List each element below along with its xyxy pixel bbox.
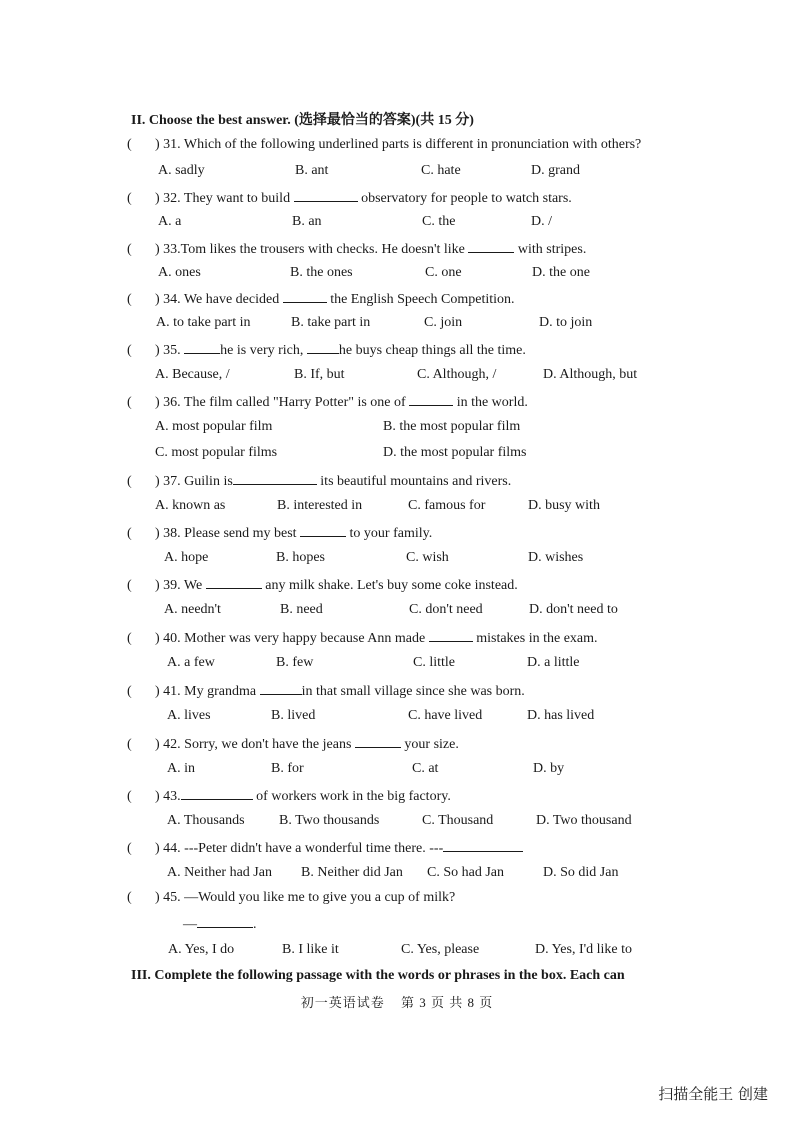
option-b: B. an <box>292 214 322 229</box>
option-a: A. sadly <box>158 163 205 178</box>
question-36: ( ) 36. The film called "Harry Potter" is one of in the world. <box>127 395 528 410</box>
question-43: ( ) 43. of workers work in the big factory. <box>127 789 451 804</box>
answer-blank <box>184 341 220 354</box>
answer-blank <box>355 735 401 748</box>
option-d: D. busy with <box>528 498 600 513</box>
option-b: B. the most popular film <box>383 419 521 434</box>
question-31: ( ) 31. Which of the following underlined parts is different in pronunciation with others? <box>127 137 642 152</box>
option-d: D. has lived <box>527 708 595 723</box>
option-a: A. to take part in <box>156 315 251 330</box>
answer-blank <box>429 629 473 642</box>
question-45: ( ) 45. —Would you like me to give you a cup of milk? <box>127 890 456 905</box>
option-a: A. lives <box>167 708 211 723</box>
question-40: ( ) 40. Mother was very happy because Ann made mistakes in the exam. <box>127 631 598 646</box>
exam-name: 初一英语试卷 <box>300 995 385 1010</box>
option-a: A. Neither had Jan <box>167 865 272 880</box>
option-a: A. ones <box>158 265 201 280</box>
option-d: D. by <box>533 761 565 776</box>
option-c: C. famous for <box>408 498 486 513</box>
option-b: B. ant <box>295 163 329 178</box>
section-2-title: II. Choose the best answer. (选择最恰当的答案)(共 15 分) <box>131 113 474 128</box>
option-c: C. most popular films <box>155 445 278 460</box>
section-3-title: III. Complete the following passage with the words or phrases in the box. Each can <box>131 968 625 983</box>
option-c: C. wish <box>406 550 449 565</box>
option-a: A. a <box>158 214 182 229</box>
question-38: ( ) 38. Please send my best to your family. <box>127 526 433 541</box>
option-b: B. the ones <box>290 265 353 280</box>
answer-blank <box>181 787 253 800</box>
option-c: C. at <box>412 761 439 776</box>
option-b: B. take part in <box>291 315 371 330</box>
option-a: A. needn't <box>164 602 221 617</box>
option-b: B. hopes <box>276 550 325 565</box>
answer-blank <box>443 839 523 852</box>
question-41: ( ) 41. My grandma in that small village since she was born. <box>127 684 525 699</box>
option-c: C. Although, / <box>417 367 497 382</box>
question-44: ( ) 44. ---Peter didn't have a wonderful time there. --- <box>127 839 523 857</box>
scanner-watermark: 扫描全能王 创建 <box>658 1085 768 1103</box>
option-a: A. Because, / <box>155 367 230 382</box>
option-a: A. hope <box>164 550 209 565</box>
question-39: ( ) 39. We any milk shake. Let's buy some coke instead. <box>127 578 518 593</box>
option-d: D. the most popular films <box>383 445 527 460</box>
option-c: C. have lived <box>408 708 483 723</box>
option-c: C. don't need <box>409 602 483 617</box>
option-d: D. grand <box>531 163 580 178</box>
question-32: ( ) 32. They want to build observatory for people to watch stars. <box>127 191 572 206</box>
option-d: D. don't need to <box>529 602 618 617</box>
option-d: D. the one <box>532 265 590 280</box>
question-42: ( ) 42. Sorry, we don't have the jeans your size. <box>127 737 459 752</box>
question-45-reply: — . <box>183 917 257 932</box>
option-c: C. Yes, please <box>401 942 480 957</box>
option-d: D. Although, but <box>543 367 638 382</box>
option-a: A. known as <box>155 498 226 513</box>
option-a: A. Thousands <box>167 813 245 828</box>
option-b: B. I like it <box>282 942 339 957</box>
answer-blank <box>468 240 514 253</box>
option-b: B. If, but <box>294 367 345 382</box>
option-c: C. join <box>424 315 463 330</box>
answer-blank <box>283 290 327 303</box>
answer-blank <box>300 524 346 537</box>
option-d: D. Yes, I'd like to <box>535 942 633 957</box>
option-d: D. So did Jan <box>543 865 619 880</box>
answer-blank <box>206 576 262 589</box>
option-b: B. lived <box>271 708 316 723</box>
option-b: B. few <box>276 655 314 670</box>
answer-blank <box>294 189 358 202</box>
option-d: D. / <box>531 214 552 229</box>
answer-blank <box>260 682 302 695</box>
question-33: ( ) 33.Tom likes the trousers with checks. He doesn't like with stripes. <box>127 242 587 257</box>
answer-blank <box>307 341 339 354</box>
option-c: C. little <box>413 655 455 670</box>
answer-blank <box>233 472 317 485</box>
option-b: B. for <box>271 761 304 776</box>
answer-blank <box>409 393 453 406</box>
option-a: A. a few <box>167 655 215 670</box>
question-34: ( ) 34. We have decided the English Speech Competition. <box>127 292 515 307</box>
option-b: B. Two thousands <box>279 813 380 828</box>
option-b: B. interested in <box>277 498 363 513</box>
option-d: D. Two thousand <box>536 813 632 828</box>
question-37: ( ) 37. Guilin is its beautiful mountains and rivers. <box>127 474 512 489</box>
question-35: ( ) 35. he is very rich, he buys cheap things all the time. <box>127 343 526 358</box>
option-a: A. most popular film <box>155 419 273 434</box>
option-d: D. a little <box>527 655 580 670</box>
option-c: C. one <box>425 265 462 280</box>
option-c: C. Thousand <box>422 813 494 828</box>
option-a: A. in <box>167 761 195 776</box>
option-d: D. wishes <box>528 550 584 565</box>
option-d: D. to join <box>539 315 593 330</box>
option-c: C. the <box>422 214 456 229</box>
option-b: B. Neither did Jan <box>301 865 403 880</box>
page-number: 第 3 页 共 8 页 <box>401 995 494 1010</box>
page-footer <box>0 992 794 1011</box>
option-c: C. hate <box>421 163 461 178</box>
option-b: B. need <box>280 602 323 617</box>
option-c: C. So had Jan <box>427 865 504 880</box>
option-a: A. Yes, I do <box>168 942 235 957</box>
answer-blank <box>197 915 253 928</box>
